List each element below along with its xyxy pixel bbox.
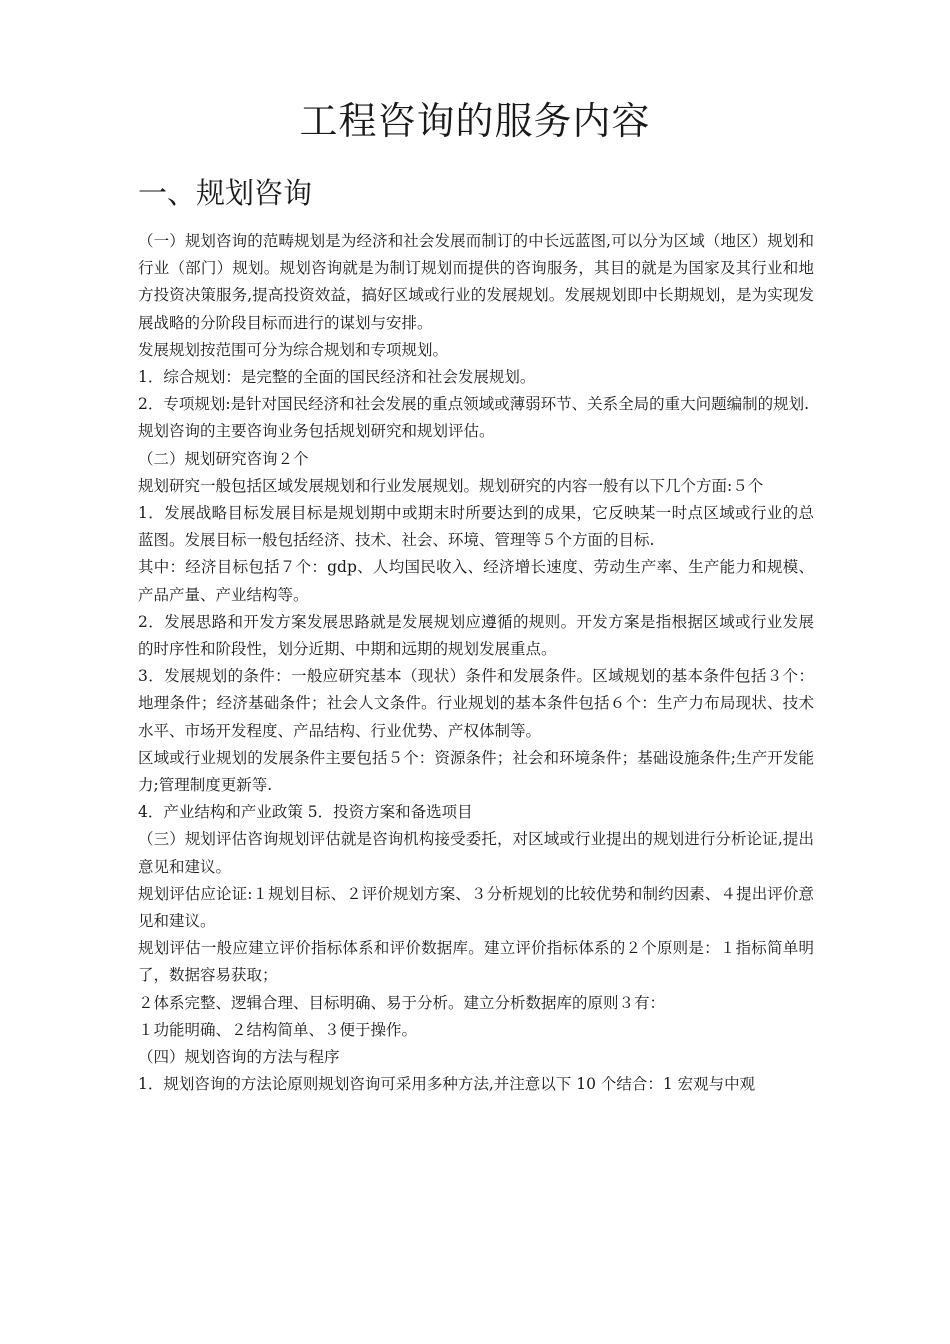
paragraph: （二）规划研究咨询２个	[138, 449, 309, 468]
paragraph: 1．规划咨询的方法论原则规划咨询可采用多种方法,并注意以下 10 个结合：1 宏观与中观	[138, 1075, 756, 1094]
paragraph: 4．产业结构和产业政策 5．投资方案和备选项目	[138, 803, 473, 822]
document-title: 工程咨询的服务内容	[299, 99, 651, 143]
paragraph: 1．综合规划：是完整的全面的国民经济和社会发展规划。	[138, 368, 536, 387]
paragraph: １功能明确、２结构简单、３便于操作。	[138, 1020, 418, 1039]
paragraph: 发展规划按范围可分为综合规划和专项规划。	[138, 340, 449, 359]
paragraph: （一）规划咨询的范畴规划是为经济和社会发展而制订的中长远蓝图,可以分为区域（地区）规划和行业（部门）规划。规划咨询就是为制订规划而提供的咨询服务，其目的就是为国家及其行业和地方投资决策服务,提高投资效益，搞好区域或行业的发展规划。发展规划即中长期规划，是为实现发展战略的分阶段目标而进行的谋划与安排。	[138, 232, 814, 332]
paragraph: （四）规划咨询的方法与程序	[138, 1048, 340, 1067]
paragraph: 规划咨询的主要咨询业务包括规划研究和规划评估。	[138, 422, 495, 441]
paragraph: 规划研究一般包括区域发展规划和行业发展规划。规划研究的内容一般有以下几个方面:５个	[138, 476, 764, 495]
paragraph: ２体系完整、逻辑合理、目标明确、易于分析。建立分析数据库的原则３有：	[138, 993, 666, 1012]
document-body	[138, 228, 814, 1099]
section-heading: 一、规划咨询	[138, 176, 313, 210]
paragraph: 其中：经济目标包括７个：gdp、人均国民收入、经济增长速度、劳动生产率、生产能力和规模、产品产量、产业结构等。	[138, 558, 814, 604]
paragraph: （三）规划评估咨询规划评估就是咨询机构接受委托，对区域或行业提出的规划进行分析论证,提出意见和建议。	[138, 830, 814, 876]
paragraph: 3．发展规划的条件：一般应研究基本（现状）条件和发展条件。区域规划的基本条件包括３个：地理条件；经济基础条件；社会人文条件。行业规划的基本条件包括６个：生产力布局现状、技术水平、市场开发程度、产品结构、行业优势、产权体制等。	[138, 667, 814, 740]
paragraph: 2．发展思路和开发方案发展思路就是发展规划应遵循的规则。开发方案是指根据区域或行业发展的时序性和阶段性，划分近期、中期和远期的规划发展重点。	[138, 612, 814, 659]
paragraph: 2．专项规划:是针对国民经济和社会发展的重点领域或薄弱环节、关系全局的重大问题编制的规划.	[138, 395, 810, 414]
paragraph: 区域或行业规划的发展条件主要包括５个：资源条件；社会和环境条件；基础设施条件;生产开发能力;管理制度更新等.	[138, 748, 814, 795]
paragraph: 1．发展战略目标发展目标是规划期中或期末时所要达到的成果，它反映某一时点区域或行业的总蓝图。发展目标一般包括经济、技术、社会、环境、管理等５个方面的目标.	[138, 504, 814, 550]
paragraph: 规划评估应论证:１规划目标、２评价规划方案、３分析规划的比较优势和制约因素、４提出评价意见和建议。	[138, 884, 814, 931]
paragraph: 规划评估一般应建立评价指标体系和评价数据库。建立评价指标体系的２个原则是：１指标简单明了，数据容易获取；	[138, 939, 814, 985]
